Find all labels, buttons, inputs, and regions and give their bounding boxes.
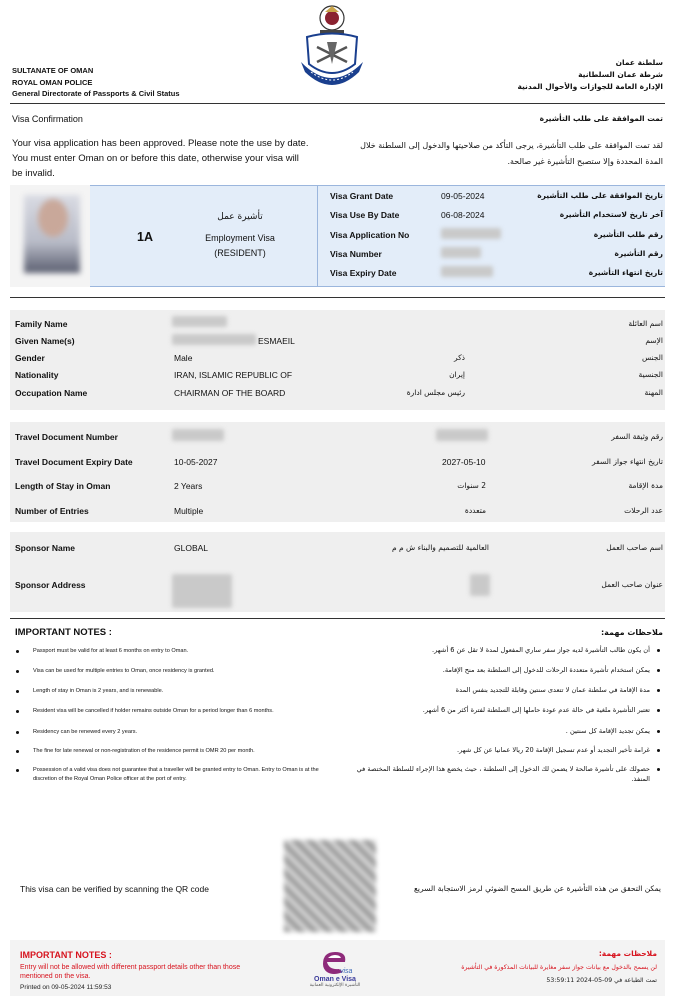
occupation-value: CHAIRMAN OF THE BOARD [174,388,286,398]
occupation-label: Occupation Name [15,388,88,398]
travel-doc-expiry-value-ar: 2027-05-10 [442,457,486,467]
bullet-icon [657,749,660,752]
verify-text-ar: يمكن التحقق من هذه التأشيرة عن طريق المسح الضوئي لرمز الاستجابة السريع [413,884,661,893]
gender-value: Male [174,353,193,363]
evisa-e-icon [315,946,355,976]
visa-type-sub: (RESIDENT) [214,248,266,258]
footer-warning-ar: لن يسمح بالدخول مع بيانات جواز سفر مغايرة للبيانات المذكورة في التأشيرة [461,964,657,971]
royal-oman-police-emblem-icon [287,2,377,92]
number-of-entries-value: Multiple [174,506,204,516]
family-name-label: Family Name [15,319,68,329]
family-name-redacted [172,316,227,327]
confirmation-body-ar: لقد تمت الموافقة على طلب التأشيرة، يرجى التأكد من صلاحيتها والدخول إلى السلطنة خلال المدة المحددة وإلا ستصبح التأشيرة غير صالحة. [360,141,663,166]
verify-text-en: This visa can be verified by scanning the QR code [20,884,209,894]
header-en-line1: SULTANATE OF OMAN [12,66,94,75]
given-name-value: ESMAEIL [258,336,295,346]
bullet-icon [16,710,19,713]
header-left [12,65,180,100]
header-ar-line3: الإدارة العامة للجوازات والأحوال المدنية [517,82,663,91]
visa-grant-date-label-ar: تاريخ الموافقة على طلب التأشيرة [537,191,663,200]
note-en-4: Resident visa will be cancelled if holder remains outside Oman for a period longer than 6 months. [33,708,274,714]
visa-divider [10,297,665,298]
footer-warning-en: Entry will not be allowed with different passport details other than those mentioned on the visa. [20,964,241,980]
nationality-value-ar: إيران [449,370,465,379]
qr-code[interactable] [284,840,376,932]
note-ar-1: أن يكون طالب التأشيرة لديه جواز سفر ساري المفعول لمدة لا تقل عن 6 أشهر. [432,646,650,654]
visa-application-no-label-ar: رقم طلب التأشيرة [593,230,663,239]
note-en-1: Passport must be valid for at least 6 months on entry to Oman. [33,648,189,654]
given-name-label: Given Name(s) [15,336,75,346]
header-divider [10,103,665,104]
visa-expiry-date-label: Visa Expiry Date [330,268,397,278]
bullet-icon [16,690,19,693]
note-ar-4: تعتبر التأشيرة ملغية في حالة عدم عودة حاملها إلى السلطنة لفترة أكثر من 6 أشهر. [422,706,650,714]
notes-title-en: IMPORTANT NOTES : [15,627,112,638]
header-en-line3: General Directorate of Passports & Civil Status [12,89,180,98]
gender-label: Gender [15,353,45,363]
visa-use-by-date-label-ar: آخر تاريخ لاستخدام التأشيرة [559,210,663,219]
gender-label-ar: الجنس [641,353,663,362]
sponsor-name-value: GLOBAL [174,543,209,553]
occupation-label-ar: المهنة [644,388,663,397]
sponsor-address-redacted [172,574,232,608]
note-ar-5: يمكن تجديد الإقامة كل سنتين . [565,727,650,735]
oman-evisa-logo [290,946,380,994]
number-of-entries-label-ar: عدد الرحلات [624,506,663,515]
header-right [517,57,663,93]
footer-title-en: IMPORTANT NOTES : [20,950,112,960]
bullet-icon [657,669,660,672]
evisa-logo-text: Oman e Visa [314,976,356,983]
nationality-label-ar: الجنسية [638,370,663,379]
note-ar-3: مدة الإقامة في سلطنة عمان لا تتعدى سنتين وقابلة للتجديد بنفس المدة [455,686,650,694]
notes-title-ar: ملاحظات مهمة: [600,628,663,637]
footer-title-ar: ملاحظات مهمة: [598,949,657,958]
footer-printed-ar: تمت الطباعة في 09-05-2024 53:59:11 [546,977,657,984]
number-of-entries-value-ar: متعددة [464,506,486,515]
confirmation-title-en: Visa Confirmation [12,114,83,124]
number-of-entries-label: Number of Entries [15,506,89,516]
photo [10,185,90,287]
note-en-5: Residency can be renewed every 2 years. [33,729,138,735]
note-ar-2: يمكن استخدام تأشيرة متعددة الرحلات للدخول إلى السلطنة بعد منح الإقامة. [442,666,650,674]
visa-number-label-ar: رقم التأشيرة [614,249,663,258]
visa-grant-date-label: Visa Grant Date [330,191,394,201]
length-of-stay-label-ar: مدة الإقامة [628,481,663,490]
family-name-label-ar: اسم العائلة [628,319,663,328]
bullet-icon [657,730,660,733]
travel-doc-expiry-label: Travel Document Expiry Date [15,457,133,467]
sponsor-address-label: Sponsor Address [15,580,86,590]
sponsor-name-label: Sponsor Name [15,543,75,553]
bullet-icon [657,649,660,652]
visa-expiry-date-label-ar: تاريخ انتهاء التأشيرة [588,268,663,277]
visa-application-no-redacted [441,228,501,239]
note-en-2: Visa can be used for multiple entries to Oman, once residency is granted. [33,668,215,674]
length-of-stay-label: Length of Stay in Oman [15,481,111,491]
note-en-3: Length of stay in Oman is 2 years, and is renewable. [33,688,164,694]
visa-application-no-label: Visa Application No [330,230,410,240]
sponsor-address-ar-redacted [470,574,490,596]
bullet-icon [657,689,660,692]
header-ar-line2: شرطة عمان السلطانية [578,70,663,79]
visa-type-en: Employment Visa [205,233,275,243]
visa-expiry-date-redacted [441,266,493,277]
bullet-icon [657,709,660,712]
visa-number-redacted [441,247,481,258]
evisa-logo-sub: التأشيرة الإلكترونية العمانية [309,983,361,988]
length-of-stay-value-ar: 2 سنوات [457,481,486,490]
visa-use-by-date-label: Visa Use By Date [330,210,400,220]
confirmation-title-ar: تمت الموافقة على طلب التأشيرة [539,114,663,123]
travel-doc-number-label: Travel Document Number [15,432,118,442]
confirmation-body-en: Your visa application has been approved. Please note the use by date. You must enter Oman on or before this date, otherwise your visa will be invalid. [12,138,309,179]
visa-type-ar: تأشيرة عمل [217,212,263,222]
header-en-line2: ROYAL OMAN POLICE [12,77,93,87]
travel-doc-expiry-value: 10-05-2027 [174,457,218,467]
length-of-stay-value: 2 Years [174,481,203,491]
given-name-redacted [172,334,256,345]
header-ar-line1: سلطنة عمان [615,58,663,67]
svg-text:visa: visa [340,968,353,975]
bullet-icon [657,768,660,771]
sponsor-divider [10,618,665,619]
travel-doc-number-redacted [172,429,224,441]
note-en-6: The fine for late renewal or non-registration of the residence permit is OMR 20 per month. [33,748,255,754]
note-en-7: Possession of a valid visa does not guarantee that a traveller will be granted entry to Oman. Entry to Oman is at the discretion of the Royal Oman Police officer at the port of entry. [33,767,319,782]
bullet-icon [16,750,19,753]
person-section [10,310,665,410]
bullet-icon [16,670,19,673]
visa-grant-date-value: 09-05-2024 [441,191,485,201]
travel-doc-number-label-ar: رقم وثيقة السفر [611,432,663,441]
nationality-value: IRAN, ISLAMIC REPUBLIC OF [174,370,293,380]
given-name-label-ar: الإسم [645,336,663,345]
nationality-label: Nationality [15,370,59,380]
bullet-icon [16,731,19,734]
note-ar-6: غرامة تأخير التجديد أو عدم تسجيل الإقامة 20 ريالا عمانيا عن كل شهر. [457,746,650,754]
note-ar-7: حصولك على تأشيرة صالحة لا يضمن لك الدخول إلى السلطنة ، حيث يخضع هذا الإجراء للسلطة المختصة في المنفذ. [356,765,650,783]
occupation-value-ar: رئيس مجلس ادارة [406,388,465,397]
footer-printed-en: Printed on 09-05-2024 11:59:53 [20,984,112,991]
sponsor-address-label-ar: عنوان صاحب العمل [601,580,663,589]
visa-code: 1A [137,230,153,244]
visa-number-label: Visa Number [330,249,382,259]
sponsor-section [10,532,665,612]
bullet-icon [16,769,19,772]
sponsor-name-value-ar: العالمية للتصميم والبناء ش م م [392,543,489,552]
travel-doc-expiry-label-ar: تاريخ انتهاء جواز السفر [592,457,663,466]
sponsor-name-label-ar: اسم صاحب العمل [606,543,663,552]
bullet-icon [16,650,19,653]
visa-details-divider [317,186,318,286]
gender-value-ar: ذكر [453,353,465,362]
visa-use-by-date-value: 06-08-2024 [441,210,485,220]
travel-doc-number-ar-redacted [436,429,488,441]
